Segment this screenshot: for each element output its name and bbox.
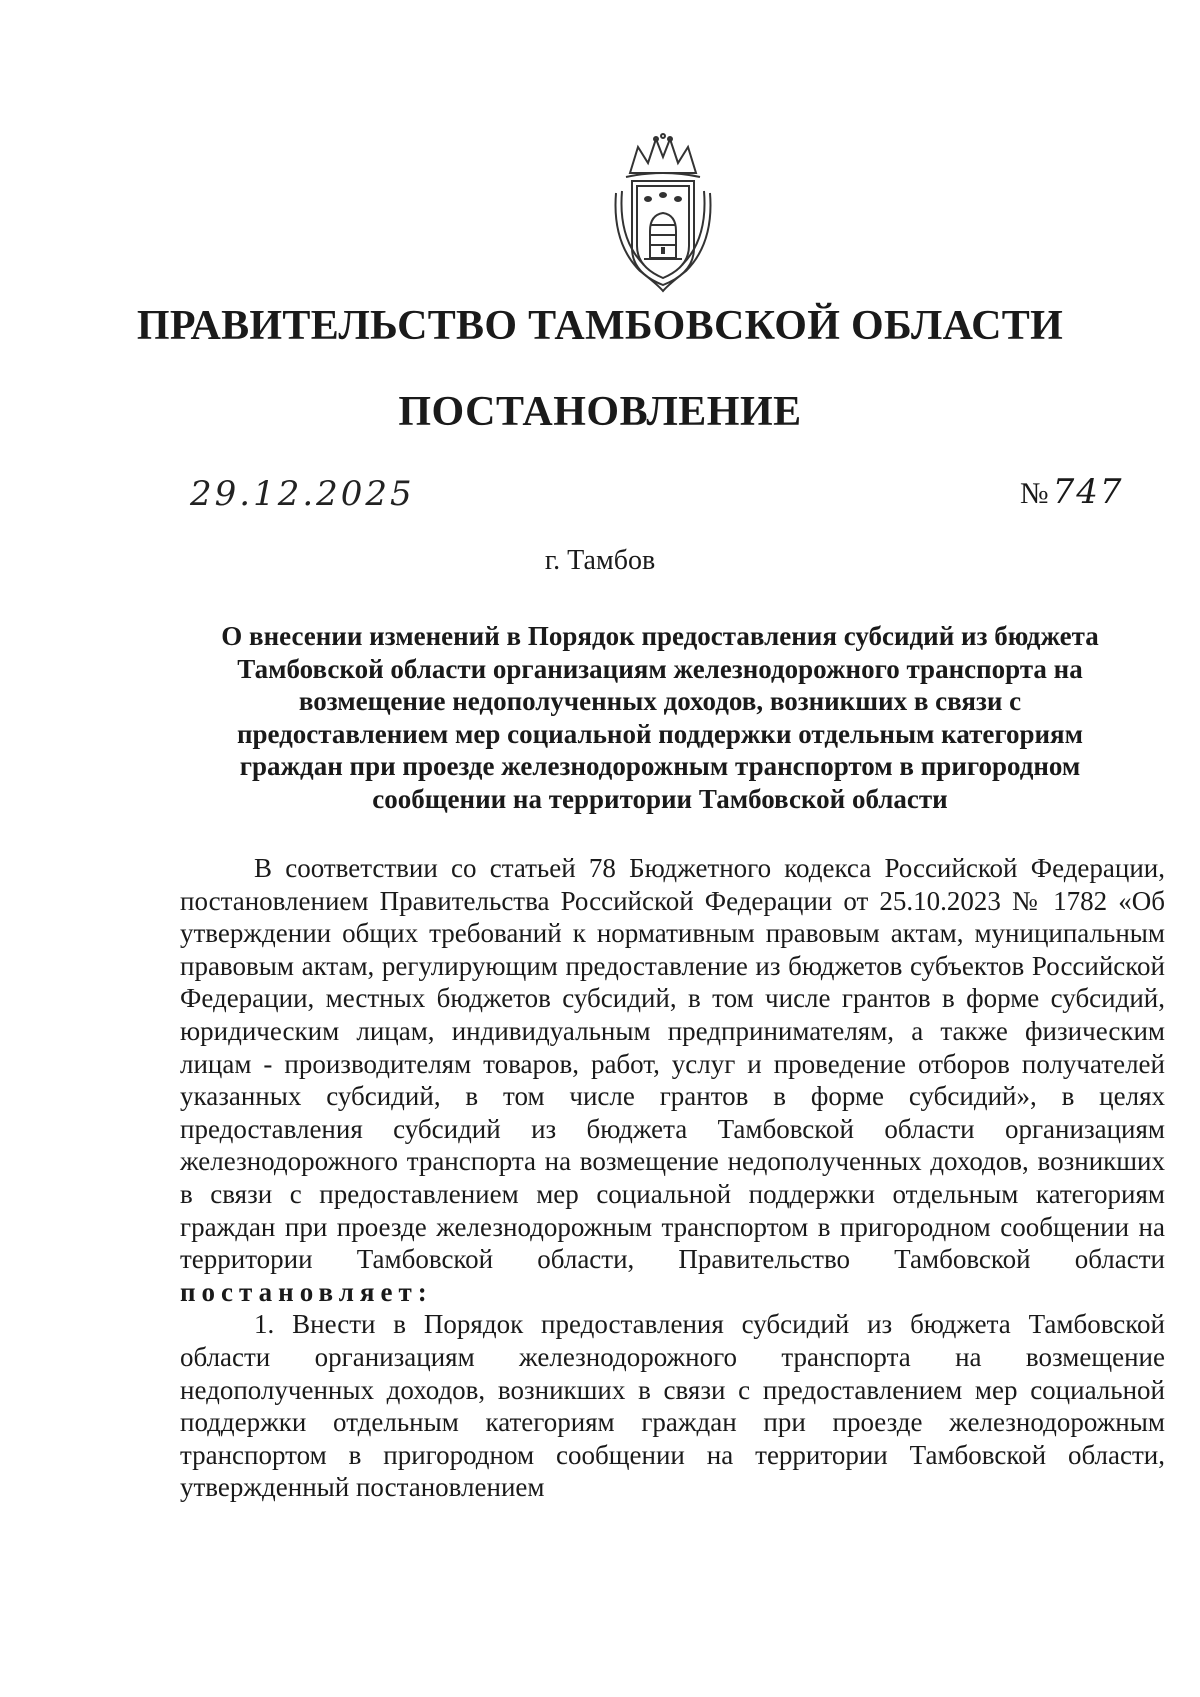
document-number	[1020, 472, 1124, 512]
document-body	[180, 852, 1165, 1504]
preamble-paragraph	[180, 852, 1165, 1308]
document-title: О внесении изменений в Порядок предоставления субсидий из бюджета Тамбовской области организациям железнодорожного транспорта на возмещение недополученных доходов, возникших в связи с предоставлением мер социальной поддержки отдельным категориям граждан при проезде железнодорожным транспортом в пригородном сообщении на территории Тамбовской области	[221, 621, 1099, 814]
number-value: 747	[1052, 472, 1124, 512]
item-1-paragraph: 1. Внести в Порядок предоставления субсидий из бюджета Тамбовской области организациям железнодорожного транспорта на возмещение недополученных доходов, возникших в связи с предоставлением мер социальной поддержки отдельным категориям граждан при проезде железнодорожным транспортом в пригородном сообщении на территории Тамбовской области, утвержденный постановлением	[180, 1309, 1165, 1503]
resolves-keyword: постановляет:	[180, 1276, 433, 1307]
government-name: ПРАВИТЕЛЬСТВО ТАМБОВСКОЙ ОБЛАСТИ	[136, 303, 1064, 349]
city: г. Тамбов	[544, 545, 656, 576]
number-label: №	[1020, 477, 1049, 510]
document-date: 29.12.2025	[190, 474, 415, 514]
tambov-region-coat-of-arms-icon	[610, 133, 716, 293]
document-type: ПОСТАНОВЛЕНИЕ	[398, 389, 802, 435]
preamble-text: В соответствии со статьей 78 Бюджетного кодекса Российской Федерации, постановлением Правительства Российской Федерации от 25.10.2023 № 1782 «Об утверждении общих требований к нормативным правовым актам, муниципальным правовым актам, регулирующим предоставление из бюджетов субъектов Российской Федерации, местных бюджетов субсидий, в том числе грантов в форме субсидий, юридическим лицам, индивидуальным предпринимателям, а также физическим лицам - производителям товаров, работ, услуг и проведение отборов получателей указанных субсидий, в том числе грантов в форме субсидий», в целях предоставления субсидий из бюджета Тамбовской области организациям железнодорожного транспорта на возмещение недополученных доходов, возникших в связи с предоставлением мер социальной поддержки отдельным категориям граждан при проезде железнодорожным транспортом в пригородном сообщении на территории Тамбовской области, Правительство Тамбовской области	[180, 853, 1165, 1275]
